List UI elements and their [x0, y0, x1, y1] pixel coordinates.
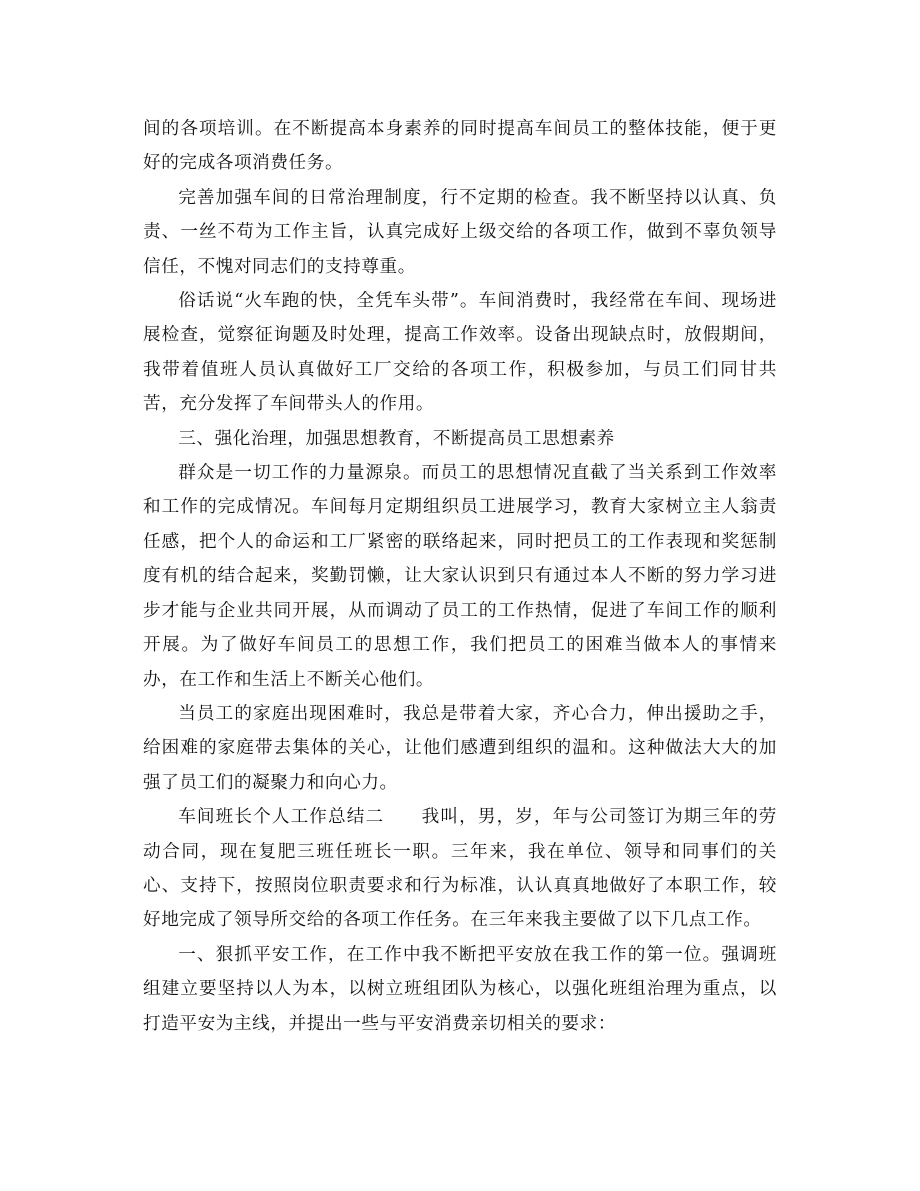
paragraph-5: 群众是一切工作的力量源泉。而员工的思想情况直截了当关系到工作效率和工作的完成情况。车间每月定期组织员工进展学习，教育大家树立主人翁责任感，把个人的命运和工厂紧密的联络起来，同时把员工的工作表现和奖惩制度有机的结合起来，奖勤罚懒，让大家认识到只有通过本人不断的努力学习进步才能与企业共同开展，从而调动了员工的工作热情，促进了车间工作的顺利开展。为了做好车间员工的思想工作，我们把员工的困难当做本人的事情来办，在工作和生活上不断关心他们。 — [143, 463, 777, 690]
document-body — [143, 112, 777, 1041]
paragraph-8: 一、狠抓平安工作，在工作中我不断把平安放在我工作的第一位。强调班组建立要坚持以人为本，以树立班组团队为核心，以强化班组治理为重点，以打造平安为主线，并提出一些与平安消费亲切相关的要求： — [143, 944, 777, 1034]
paragraph-2: 完善加强车间的日常治理制度，行不定期的检查。我不断坚持以认真、负责、一丝不苟为工作主旨，认真完成好上级交给的各项工作，做到不辜负领导信任，不愧对同志们的支持尊重。 — [143, 187, 777, 277]
paragraph-1: 间的各项培训。在不断提高本身素养的同时提高车间员工的整体技能，便于更好的完成各项消费任务。 — [143, 119, 777, 174]
section-heading-3: 三、强化治理，加强思想教育，不断提高员工思想素养 — [178, 428, 615, 449]
paragraph-3: 俗话说“火车跑的快，全凭车头带”。车间消费时，我经常在车间、现场进展检查，觉察征询题及时处理，提高工作效率。设备出现缺点时，放假期间，我带着值班人员认真做好工厂交给的各项工作，积极参加，与员工们同甘共苦，充分发挥了车间带头人的作用。 — [143, 291, 777, 415]
paragraph-6: 当员工的家庭出现困难时，我总是带着大家，齐心合力，伸出援助之手，给困难的家庭带去集体的关心，让他们感遭到组织的温和。这种做法大大的加强了员工们的凝聚力和向心力。 — [143, 703, 777, 793]
paragraph-7: 车间班长个人工作总结二 我叫，男，岁，年与公司签订为期三年的劳动合同，现在复肥三班任班长一职。三年来，我在单位、领导和同事们的关心、支持下，按照岗位职责要求和行为标准，认认真真地做好了本职工作，较好地完成了领导所交给的各项工作任务。在三年来我主要做了以下几点工作。 — [143, 807, 777, 931]
